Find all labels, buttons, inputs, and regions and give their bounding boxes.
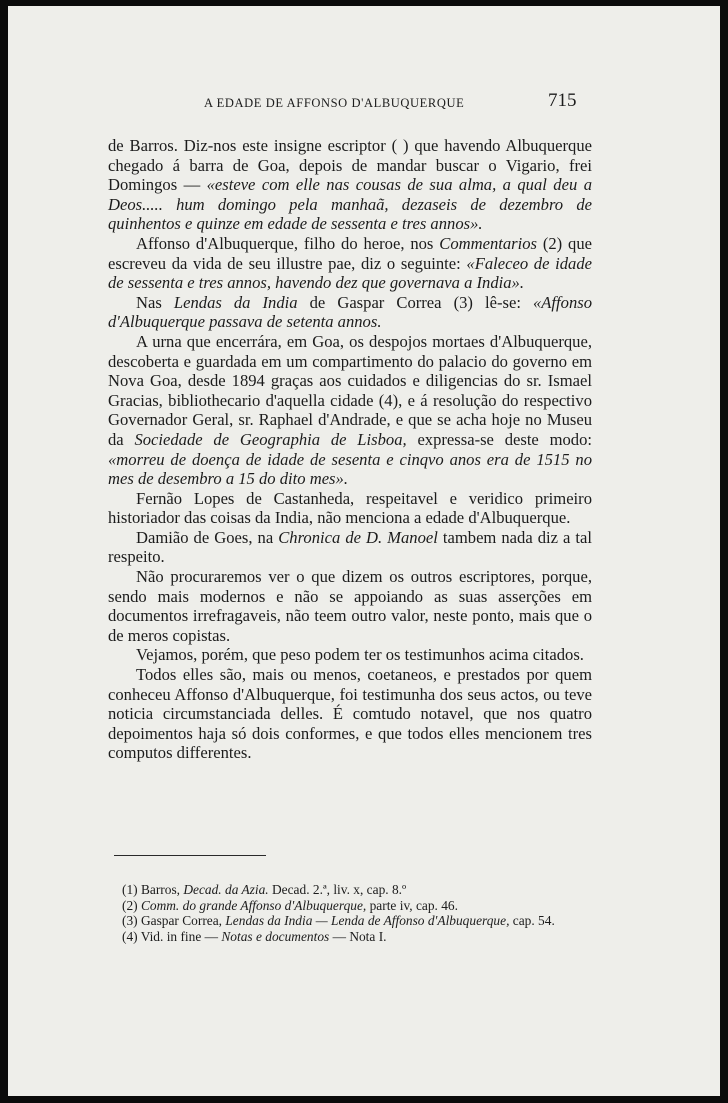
footnote — [122, 898, 592, 914]
quotation: «Affonso d'Albuquerque passava de setenta annos. — [108, 292, 593, 332]
text-run: (2) que escreveu da vida de seu illustre pae, diz o seguinte: — [108, 233, 592, 273]
text-run: tambem nada diz a tal respeito. — [108, 527, 592, 567]
text-run: de Gaspar Correa (3) lê-se: — [297, 292, 533, 312]
work-title: Lendas da India — [173, 292, 298, 312]
text-run: (4) Vid. in fine — — [122, 928, 222, 944]
text-run: de Barros. Diz-nos este insigne escriptor ( ) que havendo Albuquerque chegado á barra de Goa, depois de mandar buscar o Vigario, frei Domingos — — [108, 136, 592, 195]
text-run: Affonso d'Albuquerque, filho do heroe, nos — [136, 233, 440, 253]
body-text — [108, 136, 592, 763]
work-title: Decad. da Azia. — [183, 882, 269, 897]
running-title: A EDADE DE AFFONSO D'ALBUQUERQUE — [204, 96, 465, 110]
paragraph — [108, 293, 592, 332]
text-run: parte iv, cap. 46. — [366, 897, 458, 913]
paragraph — [108, 332, 592, 489]
paragraph — [108, 136, 592, 234]
work-title: Notas e documentos — [221, 928, 330, 944]
institution-name: Sociedade de Geographia de Lisboa, — [134, 429, 407, 449]
text-run: Decad. 2.ª, liv. x, cap. 8.º — [268, 882, 407, 897]
footnotes — [122, 882, 592, 944]
page-number: 715 — [548, 90, 577, 111]
text-run: (3) Gaspar Correa, — [122, 913, 226, 928]
text-run: — Nota I. — [329, 928, 387, 944]
footnote — [122, 882, 592, 898]
paragraph: Não procuraremos ver o que dizem os outros escriptores, porque, sendo mais modernos e não se appoiando as suas asserções em documentos irrefragaveis, não teem outro valor, neste ponto, mais que o de meros copistas. — [108, 567, 592, 645]
quotation: «morreu de doença de idade de sesenta e cinqvo anos era de 1515 no mes de desembro a 15 do dito mes». — [108, 449, 592, 489]
text-run: expressa-se deste modo: — [406, 429, 592, 449]
footnote-divider — [114, 855, 266, 856]
text-run: (1) Barros, — [122, 882, 184, 897]
page-header — [8, 90, 720, 120]
text-run: A urna que encerrára, em Goa, os despojos mortaes d'Albuquerque, descoberta e guardada em um compartimento do palacio do governo em Nova Goa, desde 1894 graças aos cuidados e diligencias do sr. Ismael Gracias, bibliothecario d'aquella cidade (4), e á resolução do respectivo Governador Geral, sr. Raphael d'Andrade, e que se acha hoje no Museu da — [108, 331, 592, 449]
text-run: Nas — [136, 292, 174, 312]
work-title: Lendas da India — Lenda de Affonso d'Albuquerque, — [225, 913, 510, 928]
quotation: «Faleceo de idade de sessenta e tres annos, havendo dez que governava a India». — [108, 253, 592, 293]
text-run: Damião de Goes, na — [136, 527, 279, 547]
book-page — [8, 6, 720, 1096]
work-title: Comm. do grande Affonso d'Albuquerque, — [140, 897, 367, 913]
paragraph: Fernão Lopes de Castanheda, respeitavel e veridico primeiro historiador das coisas da India, não menciona a edade d'Albuquerque. — [108, 488, 592, 528]
quotation: «esteve com elle nas cousas de sua alma, a qual deu a Deos..... hum domingo pela manhaã, dezaseis de dezembro de quinhentos e quinze em edade de sessenta e tres annos». — [108, 175, 592, 234]
footnote — [122, 929, 592, 945]
paragraph: Vejamos, porém, que peso podem ter os testimunhos acima citados. — [136, 645, 584, 665]
footnote — [122, 913, 592, 929]
work-title: Chronica de D. Manoel — [278, 527, 438, 547]
text-run: (2) — [122, 897, 141, 913]
paragraph — [108, 234, 592, 293]
work-title: Commentarios — [439, 233, 537, 253]
paragraph: Todos elles são, mais ou menos, coetaneos, e prestados por quem conheceu Affonso d'Albuquerque, foi testimunha dos seus actos, ou teve noticia circumstanciada delles. É comtudo notavel, que nos quatro depoimentos haja só dois conformes, e que todos elles mencionem tres computos differentes. — [108, 665, 592, 763]
paragraph — [108, 528, 592, 567]
text-run: cap. 54. — [509, 913, 555, 928]
